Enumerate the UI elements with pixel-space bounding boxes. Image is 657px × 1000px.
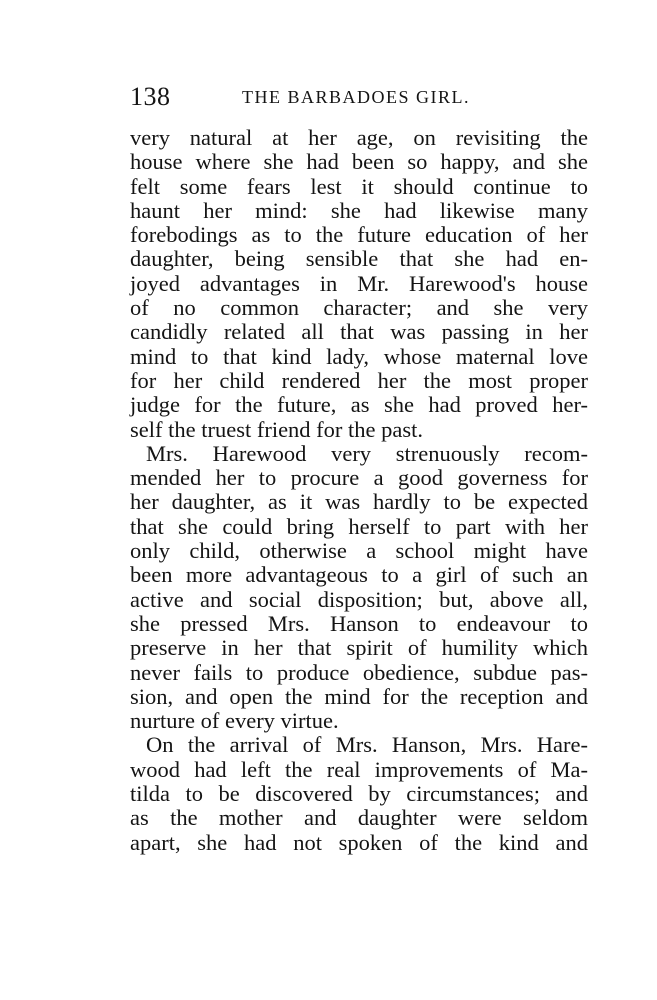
text-line: felt some fears lest it should continue to — [130, 173, 588, 199]
text-line: haunt her mind: she had likewise many — [130, 197, 588, 223]
text-line: mind to that kind lady, whose maternal love — [130, 343, 588, 369]
text-line: joyed advantages in Mr. Harewood's house — [130, 270, 588, 296]
text-line: been more advantageous to a girl of such an — [130, 562, 588, 588]
text-line: daughter, being sensible that she had en- — [130, 246, 588, 272]
text-line: of no common character; and she very — [130, 295, 588, 321]
text-line: for her child rendered her the most proper — [130, 367, 588, 393]
text-line: On the arrival of Mrs. Hanson, Mrs. Hare- — [146, 732, 588, 758]
text-line: never fails to produce obedience, subdue pas- — [130, 659, 588, 685]
text-line: forebodings as to the future education of her — [130, 222, 588, 248]
page-header — [130, 82, 590, 116]
text-line: mended her to procure a good governess for — [130, 465, 588, 491]
text-line: nurture of every virtue. — [130, 708, 339, 734]
text-line: tilda to be discovered by circumstances; and — [130, 781, 588, 807]
text-line: candidly related all that was passing in her — [130, 319, 588, 345]
running-head: THE BARBADOES GIRL. — [242, 87, 471, 107]
text-line: she pressed Mrs. Hanson to endeavour to — [130, 610, 588, 636]
page-number: 138 — [130, 82, 171, 111]
text-line: active and social disposition; but, above all, — [130, 586, 588, 612]
text-line: house where she had been so happy, and she — [130, 149, 588, 175]
text-line: very natural at her age, on revisiting the — [130, 125, 588, 150]
text-line: that she could bring herself to part with her — [130, 513, 588, 539]
text-line: wood had left the real improvements of Ma- — [130, 756, 588, 782]
text-line: only child, otherwise a school might have — [130, 538, 588, 564]
text-line: sion, and open the mind for the reception and — [130, 683, 588, 709]
text-line: self the truest friend for the past. — [130, 416, 424, 442]
text-line: as the mother and daughter were seldom — [130, 805, 588, 831]
text-line: apart, she had not spoken of the kind and — [130, 829, 588, 855]
body-text — [130, 126, 588, 855]
text-line: her daughter, as it was hardly to be expected — [130, 489, 588, 515]
text-line: Mrs. Harewood very strenuously recom- — [146, 440, 588, 466]
text-line: judge for the future, as she had proved her- — [130, 392, 588, 418]
text-line: preserve in her that spirit of humility which — [130, 635, 588, 661]
